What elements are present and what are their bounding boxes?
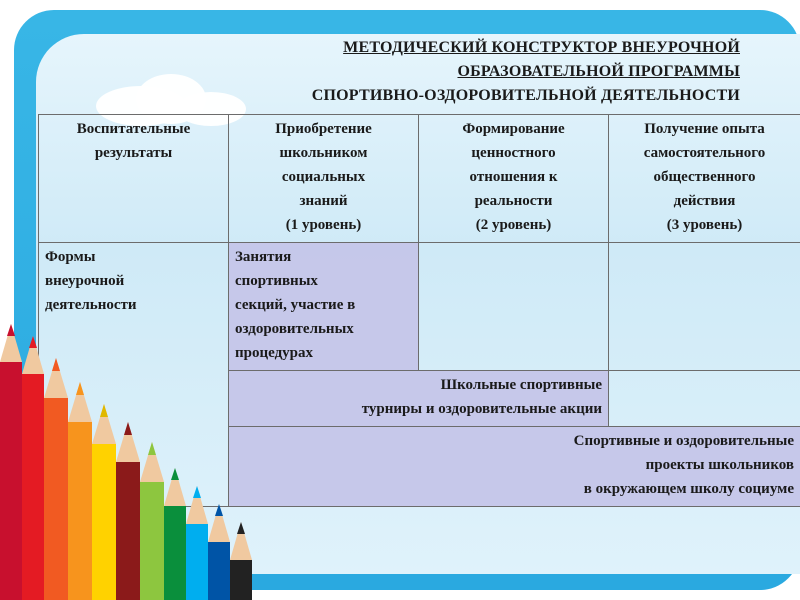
header-level-2	[419, 115, 609, 243]
empty-cell	[609, 243, 800, 371]
cell-text: секций, участие в	[235, 297, 356, 313]
header-level-3	[609, 115, 800, 243]
cell-text: проекты школьников	[645, 457, 794, 473]
level-2-forms-cell	[229, 371, 609, 427]
header-text: социальных	[281, 169, 366, 185]
header-results	[39, 115, 229, 243]
header-level-1	[229, 115, 419, 243]
header-text: отношения к	[469, 169, 558, 185]
header-text: Воспитательные	[76, 121, 191, 137]
forms-text: Формы	[45, 249, 96, 265]
title-line-2: ОБРАЗОВАТЕЛЬНОЙ ПРОГРАММЫ	[457, 63, 740, 80]
header-text: (1 уровень)	[285, 217, 362, 233]
header-text: ценностного	[471, 145, 556, 161]
pencil-icon	[0, 324, 22, 600]
pencil-icon	[140, 442, 164, 600]
header-row	[39, 115, 800, 243]
level-3-forms-cell	[229, 427, 800, 507]
pencil-icon	[116, 422, 140, 600]
title-line-3: СПОРТИВНО-ОЗДОРОВИТЕЛЬНОЙ ДЕЯТЕЛЬНОСТИ	[311, 87, 740, 104]
cell-text: процедурах	[235, 345, 314, 361]
cell-text: оздоровительных	[235, 321, 354, 337]
pencil-icon	[68, 382, 92, 600]
pencil-icon	[186, 486, 208, 600]
empty-cell	[609, 371, 800, 427]
cell-text: спортивных	[235, 273, 318, 289]
header-text: знаний	[299, 193, 348, 209]
header-text: реальности	[474, 193, 553, 209]
header-text: школьником	[279, 145, 368, 161]
header-text: общественного	[653, 169, 756, 185]
forms-text: внеурочной	[45, 273, 125, 289]
header-text: Формирование	[462, 121, 565, 137]
cell-text: Школьные спортивные	[440, 377, 602, 393]
header-text: (2 уровень)	[475, 217, 552, 233]
header-text: действия	[673, 193, 736, 209]
colored-pencils-icon	[0, 310, 270, 600]
page-title	[160, 36, 740, 108]
cell-text: Спортивные и оздоровительные	[573, 433, 794, 449]
pencil-icon	[208, 504, 230, 600]
cell-text: Занятия	[235, 249, 292, 265]
forms-text: деятельности	[45, 297, 137, 313]
title-line-1: МЕТОДИЧЕСКИЙ КОНСТРУКТОР ВНЕУРОЧНОЙ	[343, 39, 740, 56]
header-text: (3 уровень)	[666, 217, 743, 233]
header-text: Получение опыта	[644, 121, 765, 137]
pencil-icon	[164, 468, 186, 600]
pencil-icon	[22, 336, 44, 600]
empty-cell	[419, 243, 609, 371]
header-text: результаты	[94, 145, 173, 161]
pencil-icon	[230, 522, 252, 600]
cell-text: турниры и оздоровительные акции	[361, 401, 602, 417]
header-text: Приобретение	[275, 121, 372, 137]
pencil-icon	[92, 404, 116, 600]
header-text: самостоятельного	[643, 145, 766, 161]
cell-text: в окружающем школу социуме	[583, 481, 794, 497]
pencil-icon	[44, 358, 68, 600]
